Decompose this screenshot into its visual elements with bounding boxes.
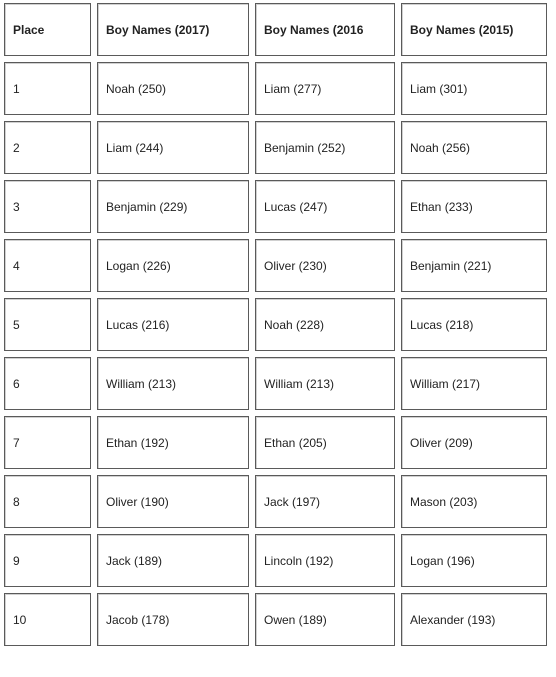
place-cell: 5 bbox=[4, 298, 91, 351]
header-2015: Boy Names (2015) bbox=[401, 3, 547, 56]
header-row bbox=[4, 3, 547, 56]
name-2017-cell: Jack (189) bbox=[97, 534, 249, 587]
header-2017: Boy Names (2017) bbox=[97, 3, 249, 56]
name-2015-cell: Alexander (193) bbox=[401, 593, 547, 646]
table-row bbox=[4, 534, 547, 587]
name-2017-cell: Benjamin (229) bbox=[97, 180, 249, 233]
name-2017-cell: Ethan (192) bbox=[97, 416, 249, 469]
name-2017-cell: William (213) bbox=[97, 357, 249, 410]
name-2015-cell: William (217) bbox=[401, 357, 547, 410]
table-row bbox=[4, 593, 547, 646]
header-place: Place bbox=[4, 3, 91, 56]
table-row bbox=[4, 121, 547, 174]
name-2015-cell: Benjamin (221) bbox=[401, 239, 547, 292]
name-2016-cell: Lucas (247) bbox=[255, 180, 395, 233]
name-2015-cell: Logan (196) bbox=[401, 534, 547, 587]
name-2016-cell: Ethan (205) bbox=[255, 416, 395, 469]
table-row bbox=[4, 357, 547, 410]
place-cell: 9 bbox=[4, 534, 91, 587]
name-2016-cell: William (213) bbox=[255, 357, 395, 410]
name-2016-cell: Noah (228) bbox=[255, 298, 395, 351]
table-row bbox=[4, 180, 547, 233]
name-2016-cell: Benjamin (252) bbox=[255, 121, 395, 174]
name-2015-cell: Lucas (218) bbox=[401, 298, 547, 351]
place-cell: 6 bbox=[4, 357, 91, 410]
place-cell: 2 bbox=[4, 121, 91, 174]
name-2017-cell: Noah (250) bbox=[97, 62, 249, 115]
name-2016-cell: Liam (277) bbox=[255, 62, 395, 115]
name-2016-cell: Oliver (230) bbox=[255, 239, 395, 292]
place-cell: 8 bbox=[4, 475, 91, 528]
name-2017-cell: Logan (226) bbox=[97, 239, 249, 292]
table-row bbox=[4, 416, 547, 469]
name-2017-cell: Liam (244) bbox=[97, 121, 249, 174]
name-2017-cell: Jacob (178) bbox=[97, 593, 249, 646]
name-2015-cell: Mason (203) bbox=[401, 475, 547, 528]
name-2016-cell: Jack (197) bbox=[255, 475, 395, 528]
name-2015-cell: Ethan (233) bbox=[401, 180, 547, 233]
place-cell: 3 bbox=[4, 180, 91, 233]
name-2017-cell: Oliver (190) bbox=[97, 475, 249, 528]
name-2015-cell: Liam (301) bbox=[401, 62, 547, 115]
name-2015-cell: Oliver (209) bbox=[401, 416, 547, 469]
table-row bbox=[4, 298, 547, 351]
name-2017-cell: Lucas (216) bbox=[97, 298, 249, 351]
place-cell: 10 bbox=[4, 593, 91, 646]
table-row bbox=[4, 475, 547, 528]
place-cell: 4 bbox=[4, 239, 91, 292]
place-cell: 1 bbox=[4, 62, 91, 115]
header-2016: Boy Names (2016 bbox=[255, 3, 395, 56]
place-cell: 7 bbox=[4, 416, 91, 469]
table-row bbox=[4, 62, 547, 115]
name-2016-cell: Owen (189) bbox=[255, 593, 395, 646]
table-row bbox=[4, 239, 547, 292]
name-2015-cell: Noah (256) bbox=[401, 121, 547, 174]
name-2016-cell: Lincoln (192) bbox=[255, 534, 395, 587]
